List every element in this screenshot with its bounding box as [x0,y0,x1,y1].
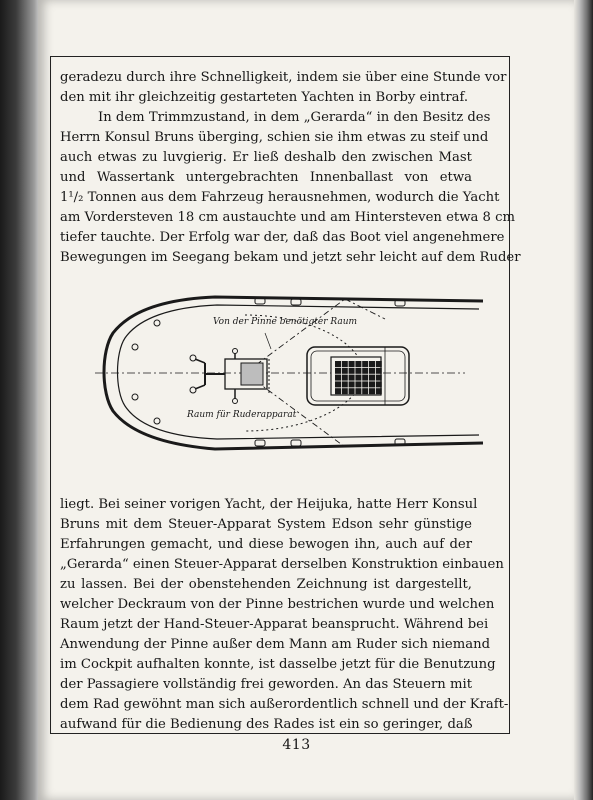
skylight-cell [335,375,341,381]
text-line: geradezu durch ihre Schnelligkeit, indem sie über eine Stunde vor [60,70,507,85]
skylight-cell [369,388,375,394]
skylight-cell [335,368,341,374]
skylight-cell [335,388,341,394]
text-line: Erfahrungen gemacht, und diese bewogen ihn, auch auf der [60,537,472,552]
skylight-cell [369,375,375,381]
skylight-cell [342,361,348,367]
skylight-cell [369,361,375,367]
page-edge [574,0,593,800]
skylight-cell [376,368,382,374]
skylight-cell [355,375,361,381]
skylight-cell [349,368,355,374]
skylight-cell [362,361,368,367]
text-line: den mit ihr gleichzeitig gestarteten Yachten in Borby eintraf. [60,90,469,105]
text-line: zu lassen. Bei der obenstehenden Zeichnung ist dargestellt, [60,577,472,592]
skylight-cell [342,368,348,374]
text-line: Herrn Konsul Bruns überging, schien sie ihm etwas zu steif und [60,130,489,145]
skylight-cell [355,361,361,367]
text-line: 1¹/₂ Tonnen aus dem Fahrzeug herausnehmen, wodurch die Yacht [60,190,500,205]
skylight-cell [369,381,375,387]
yacht-deck-diagram [95,293,485,453]
skylight-cell [335,361,341,367]
label-steering-gear: Raum für Ruderapparat [187,410,297,420]
label-tiller-space: Von der Pinne benötigter Raum [213,317,358,327]
book-spine-shadow [0,0,40,800]
text-line: aufwand für die Bedienung des Rades ist ein so geringer, daß [60,717,473,732]
skylight-cell [376,375,382,381]
skylight-cell [362,381,368,387]
text-line: Anwendung der Pinne außer dem Mann am Ruder sich niemand [60,637,491,652]
label-pointer [265,333,271,349]
skylight-cell [349,361,355,367]
skylight-cell [349,375,355,381]
skylight-cell [376,388,382,394]
skylight-cell [355,368,361,374]
text-line: am Vordersteven 18 cm austauchte und am Hintersteven etwa 8 cm [60,210,516,225]
text-line: im Cockpit aufhalten konnte, ist dasselbe jetzt für die Benutzung [60,657,496,672]
skylight-cell [362,368,368,374]
text-line: Bewegungen im Seegang bekam und jetzt sehr leicht auf dem Ruder [60,250,521,265]
text-line: und Wassertank untergebrachten Innenballast von etwa [60,170,472,185]
skylight-cell [376,381,382,387]
skylight-cell [355,381,361,387]
skylight-cell [349,381,355,387]
skylight-cell [335,381,341,387]
skylight-cell [342,375,348,381]
text-line: welcher Deckraum von der Pinne bestrichen wurde und welchen [60,597,495,612]
text-line: Bruns mit dem Steuer-Apparat System Edson sehr günstige [60,517,472,532]
text-line: tiefer tauchte. Der Erfolg war der, daß das Boot viel angenehmere [60,230,505,245]
text-line: der Passagiere vollständig frei geworden. An das Steuern mit [60,677,472,692]
steering-apparatus [190,349,269,404]
skylight-cell [362,375,368,381]
text-line: „Gerarda“ einen Steuer-Apparat derselben Konstruktion einbauen [60,557,504,572]
text-block-top [60,68,521,268]
skylight-cell [355,388,361,394]
text-line: auch etwas zu luvgierig. Er ließ deshalb den zwischen Mast [60,150,472,165]
text-line: liegt. Bei seiner vorigen Yacht, der Heijuka, hatte Herr Konsul [60,497,478,512]
skylight-cell [369,368,375,374]
skylight-cell [376,361,382,367]
text-line: Raum jetzt der Hand-Steuer-Apparat beansprucht. Während bei [60,617,489,632]
skylight-cell [342,381,348,387]
text-block-bottom [60,495,509,735]
skylight-grid [331,357,382,395]
skylight-cell [362,388,368,394]
skylight-cell [349,388,355,394]
skylight-cell [342,388,348,394]
text-line: dem Rad gewöhnt man sich außerordentlich schnell und der Kraft- [60,697,509,712]
page-number: 413 [282,737,311,753]
text-line: In dem Trimmzustand, in dem „Gerarda“ in den Besitz des [98,110,491,125]
